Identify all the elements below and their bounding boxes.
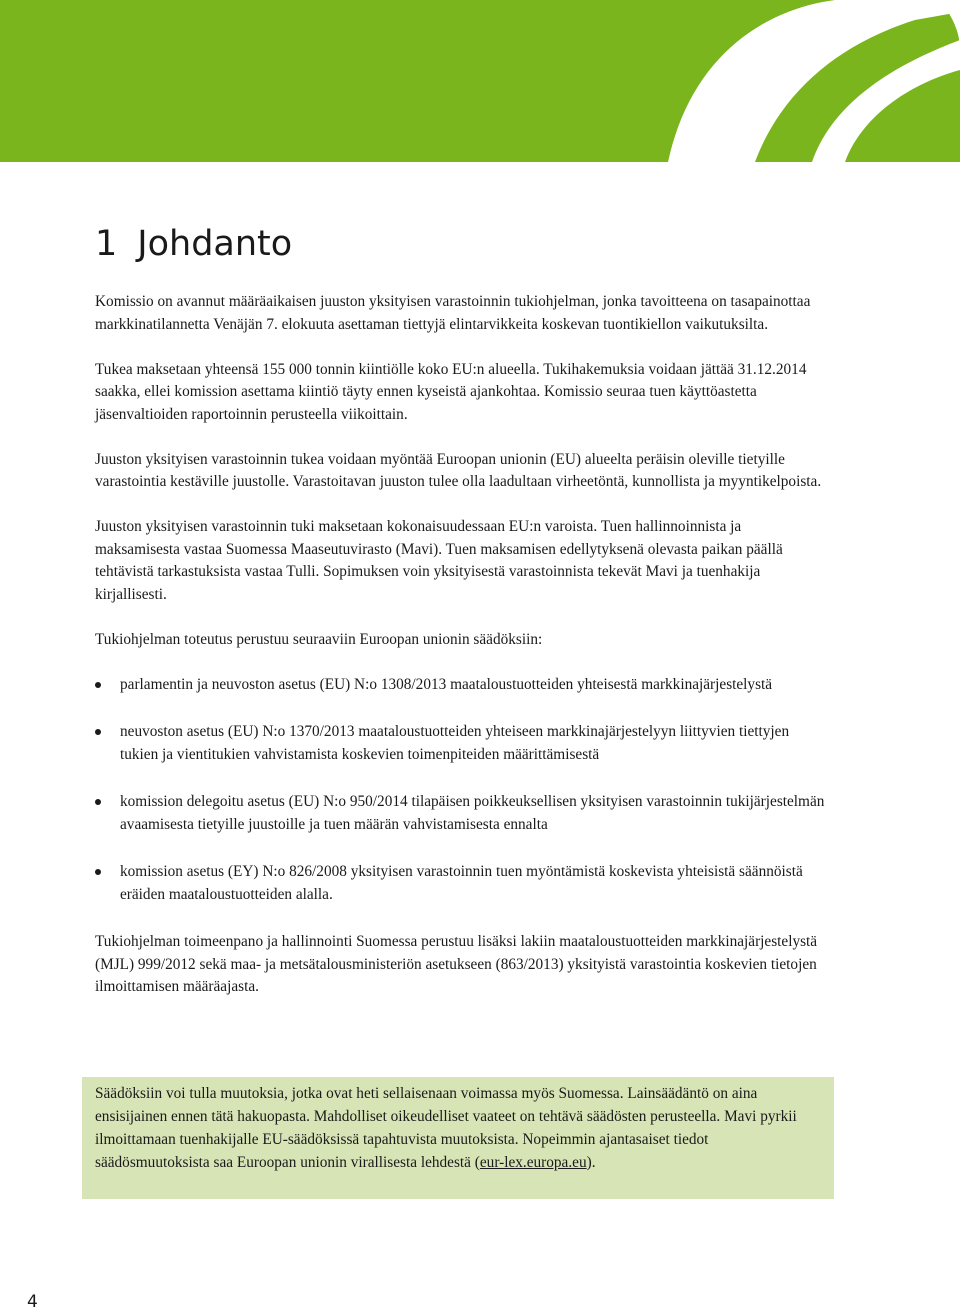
list-item-text: komission delegoitu asetus (EU) N:o 950/2014 tilapäisen poikkeuksellisen yksityisen varastoinnin tukijärjestelmän avaamisesta tietyille juustoille ja tuen määrän vahvistamisesta ennalta <box>120 793 825 833</box>
chapter-number: 1 <box>95 224 118 264</box>
notice-text: Säädöksiin voi tulla muutoksia, jotka ovat heti sellaisenaan voimassa myös Suomessa. Lainsäädäntö on aina ensisijainen ennen tätä hakuopasta. Mahdolliset oikeudelliset vaateet on tehtävä säädösten perusteella. Mavi pyrkii ilmoittamaan tuenhakijalle EU-säädöksissä tapahtuvista muutoksista. Nopeimmin ajantasaiset tiedot säädösmuutoksista saa Euroopan unionin virallisesta lehdestä ( <box>95 1085 797 1171</box>
eur-lex-link[interactable]: eur-lex.europa.eu <box>479 1154 587 1171</box>
quota-paragraph: Tukea maksetaan yhteensä 155 000 tonnin kiintiölle koko EU:n alueella. Tukihakemuksia voidaan jättää 31.12.2014 saakka, ellei komission asettama kiintiö täyty ennen kyseistä ajankohtaa. Komissio seuraa tuen käyttöastetta jäsenvaltioiden raportoinnin perusteella viikoittain. <box>95 360 807 423</box>
list-item-text: neuvoston asetus (EU) N:o 1370/2013 maataloustuotteiden yhteiseen markkinajärjestelyyn liittyvien tiettyjen tukien ja vientitukien vahvistamista koskevien toimenpiteiden määrittämisestä <box>120 723 790 763</box>
list-item <box>95 791 825 836</box>
closing-paragraph: Tukiohjelman toimeenpano ja hallinnointi Suomessa perustuu lisäksi lakiin maataloustuotteiden markkinajärjestelystä (MJL) 999/2012 sekä maa- ja metsätalousministeriön asetukseen (863/2013) yksityistä varastointia koskevien tietojen ilmoittamisen määräajasta. <box>95 933 818 995</box>
list-item <box>95 721 825 766</box>
header-band <box>0 0 960 162</box>
bullet-icon <box>95 799 101 805</box>
list-item <box>95 861 825 906</box>
eligibility-paragraph: Juuston yksityisen varastoinnin tukea voidaan myöntää Euroopan unionin (EU) alueelta peräisin oleville tietyille varastointia kestäville juustolle. Varastoitavan juuston tulee olla laadultaan virheetöntä, kunnollista ja myyntikelpoista. <box>95 450 822 490</box>
legal-basis-intro: Tukiohjelman toteutus perustuu seuraaviin Euroopan unionin säädöksiin: <box>95 630 543 648</box>
document-body <box>95 291 825 999</box>
bullet-icon <box>95 729 101 735</box>
list-item <box>95 674 825 697</box>
bullet-icon <box>95 869 101 875</box>
funding-paragraph: Juuston yksityisen varastoinnin tuki maksetaan kokonaisuudessaan EU:n varoista. Tuen hallinnoinnista ja maksamisesta vastaa Suomessa Maaseutuvirasto (Mavi). Tuen maksamisen edellytyksenä olevasta paikan päällä tehtävistä tarkastuksista vastaa Tulli. Sopimuksen voin yksityisestä varastoinnista tekevät Mavi ja tuenhakija kirjallisesti. <box>95 518 783 603</box>
page-number: 4 <box>27 1292 38 1312</box>
list-item-text: komission asetus (EY) N:o 826/2008 yksityisen varastoinnin tuen myöntämistä koskevista yhteisistä säännöistä eräiden maataloustuotteiden alalla. <box>120 863 803 903</box>
intro-paragraph: Komissio on avannut määräaikaisen juuston yksityisen varastoinnin tukiohjelman, jonka tavoitteena on tasapainottaa markkinatilannetta Venäjän 7. elokuuta asettaman tiettyjä elintarvikkeita koskevan tuontikiellon vaikutuksilta. <box>95 293 811 333</box>
chapter-title-text: Johdanto <box>137 224 293 264</box>
chapter-title <box>95 220 292 268</box>
regulation-list <box>95 674 825 907</box>
notice-text-end: ). <box>586 1154 596 1171</box>
leaf-logo-graphic <box>0 0 960 162</box>
bullet-icon <box>95 682 101 688</box>
list-item-text: parlamentin ja neuvoston asetus (EU) N:o 1308/2013 maataloustuotteiden yhteisestä markkinajärjestelystä <box>120 675 773 693</box>
legal-notice-box <box>82 1077 834 1199</box>
